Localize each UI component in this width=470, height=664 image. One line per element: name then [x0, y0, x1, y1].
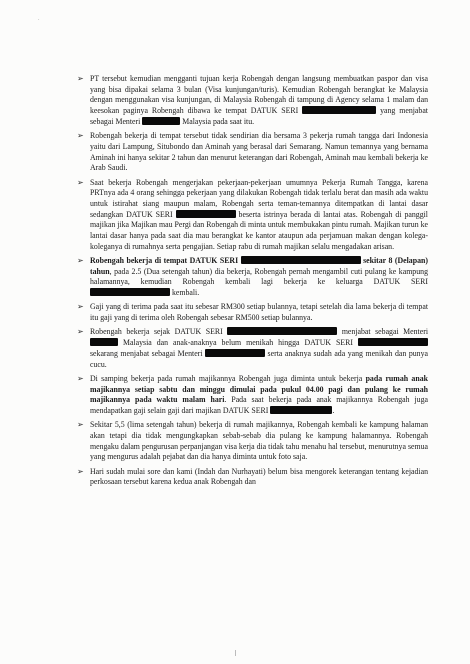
arrow-bullet-icon: ➢ [77, 131, 84, 141]
paragraph-text: Saat bekerja Robengah mengerjakan pekerjaan-pekerjaan umumnya Pekerja Rumah Tangga, karena PRTnya ada 4 orang sehingga pekerjaan yang dilakukan Robengah tidak terlalu berat dan masih ada waktu untuk istirahat siang maupun malam, Robengah serta teman-temannya ditempatkan di lantai dasar sedangkan DATUK SERI [90, 177, 428, 219]
paragraph-text: serta anaknya sudah ada yang menikah dan punya cucu. [90, 348, 428, 369]
paragraph-text: , pada 2.5 (Dua setengah tahun) dia bekerja, Robengah pernah mengambil cuti pulang ke kampung halamannya, kemudian Robengah kembali lagi bekerja ke keluarga DATUK SERI [90, 266, 428, 287]
bold-text: sekitar 8 (Delapan) tahun [90, 256, 428, 276]
redaction-bar [227, 327, 337, 335]
paragraph-text: . [332, 405, 335, 415]
bullet-paragraph [77, 327, 428, 370]
paragraph-text: beserta istrinya berada di lantai atas. Robengah di panggil majikan jika Majikan mau Pergi dan Robengah di minta untuk membukakan pintu rumah. Majikan turun ke lantai dasar hanya pada saat dia mau berangkat ke kantor ataupun ada perjamuan makan dengan kolega-koleganya di rumahnya serta pengajian. Setiap rabu di rumah majikan selalu mengadakan arisan. [90, 209, 428, 251]
scan-artifact [235, 650, 236, 656]
arrow-bullet-icon: ➢ [77, 420, 84, 430]
bullet-paragraph [77, 256, 428, 299]
paragraph-text: PT tersebut kemudian mengganti tujuan kerja Robengah dengan langsung membuatkan paspor dan visa yang bisa dipakai selama 3 bulan (Visa kunjungan/turis). Kemudian Robengah berangkat ke Malaysia dengan menggunakan visa kunjungan, di Malaysia Robengah di tampung di Agency selama 1 malam dan keesokan paginya Robengah dibawa ke tempat DATUK SERI [90, 74, 428, 116]
redaction-bar [205, 349, 265, 357]
redaction-bar [302, 106, 376, 114]
bold-text: pada rumah anak majikannya setiap sabtu dan minggu dimulai pada pukul 04.00 pagi dan pulang ke rumah majikannya pada waktu malam hari [90, 373, 428, 405]
redaction-bar [90, 338, 118, 346]
bullet-paragraph [77, 466, 428, 488]
bullet-paragraph [77, 74, 428, 128]
bullet-paragraph [77, 302, 428, 323]
redaction-bar [90, 288, 170, 296]
paragraph-text: Di samping bekerja pada rumah majikannya Robengah juga diminta untuk bekerja [90, 373, 366, 383]
arrow-bullet-icon: ➢ [77, 373, 84, 383]
arrow-bullet-icon: ➢ [77, 327, 84, 337]
redaction-bar [176, 210, 236, 218]
paragraph-text: Malaysia dan anak-anaknya belum menikah hingga DATUK SERI [118, 338, 358, 348]
bold-text: Robengah bekerja di tempat DATUK SERI [90, 256, 241, 266]
paragraph-text: yang menjabat sebagai Menteri [90, 106, 428, 126]
paragraph-text: menjabat sebagai Menteri [337, 327, 428, 337]
paragraph-text: Gaji yang di terima pada saat itu sebesar RM300 setiap bulannya, tetapi setelah dia lama bekerja di tempat itu gaji yang di terima oleh Robengah sebesar RM500 setiap bulannya. [90, 302, 428, 323]
redaction-bar [270, 405, 335, 415]
arrow-bullet-icon: ➢ [77, 466, 84, 476]
arrow-bullet-icon: ➢ [77, 177, 84, 187]
redaction-bar [358, 338, 428, 346]
paragraph-text: . Pada saat bekerja pada anak majikannya Robengah juga mendapatkan gaji selain gaji dari majikan DATUK SERI [90, 395, 428, 415]
redaction-bar [241, 256, 361, 264]
paragraph-text: Robengah bekerja sejak DATUK SERI [90, 327, 228, 337]
arrow-bullet-icon: ➢ [77, 74, 84, 83]
paragraph-text: Robengah bekerja di tempat tersebut tidak sendirian dia bersama 3 pekerja rumah tangga dari Indonesia yaitu dari Lampung, Situbondo dan Aminah yang berasal dari Semarang. Namun temannya yang bernama Aminah ini hanya sekitar 2 tahun dan menurut keterangan dari Robengah, Aminah mau kembali bekerja ke Arab Saudi. [90, 131, 428, 173]
bullet-paragraph [77, 373, 428, 417]
paragraph-text: Malaysia pada saat itu. [180, 116, 255, 126]
redaction-bar [142, 117, 180, 125]
arrow-bullet-icon: ➢ [77, 302, 84, 312]
bullet-paragraph [77, 177, 428, 253]
bullet-list [77, 74, 428, 488]
paragraph-text: kembali. [170, 288, 200, 298]
paragraph-text: Hari sudah mulai sore dan kami (Indah dan Nurhayati) belum bisa mengorek keterangan tentang kejadian perkosaan tersebut karena kedua anak Robengah dan [90, 466, 428, 487]
paragraph-text: Sekitar 5,5 (lima setengah tahun) bekerja di rumah majikannya, Robengah kembali ke kampung halaman akan tetapi dia tidak mengungkapkan sebab-sebab dia pulang ke kampung halamannya. Robengah mengaku dalam pengurusan perpanjangan visa kerja dia tidak tahu menahu hal tersebut, menurutnya semua yang mengurus adalah pejabat dan dia hanya diminta untuk foto saja. [90, 420, 428, 462]
bullet-paragraph [77, 420, 428, 463]
scan-mark: . [38, 16, 41, 22]
bullet-paragraph [77, 131, 428, 174]
paragraph-text: sekarang menjabat sebagai Menteri [90, 348, 206, 358]
arrow-bullet-icon: ➢ [77, 256, 84, 266]
